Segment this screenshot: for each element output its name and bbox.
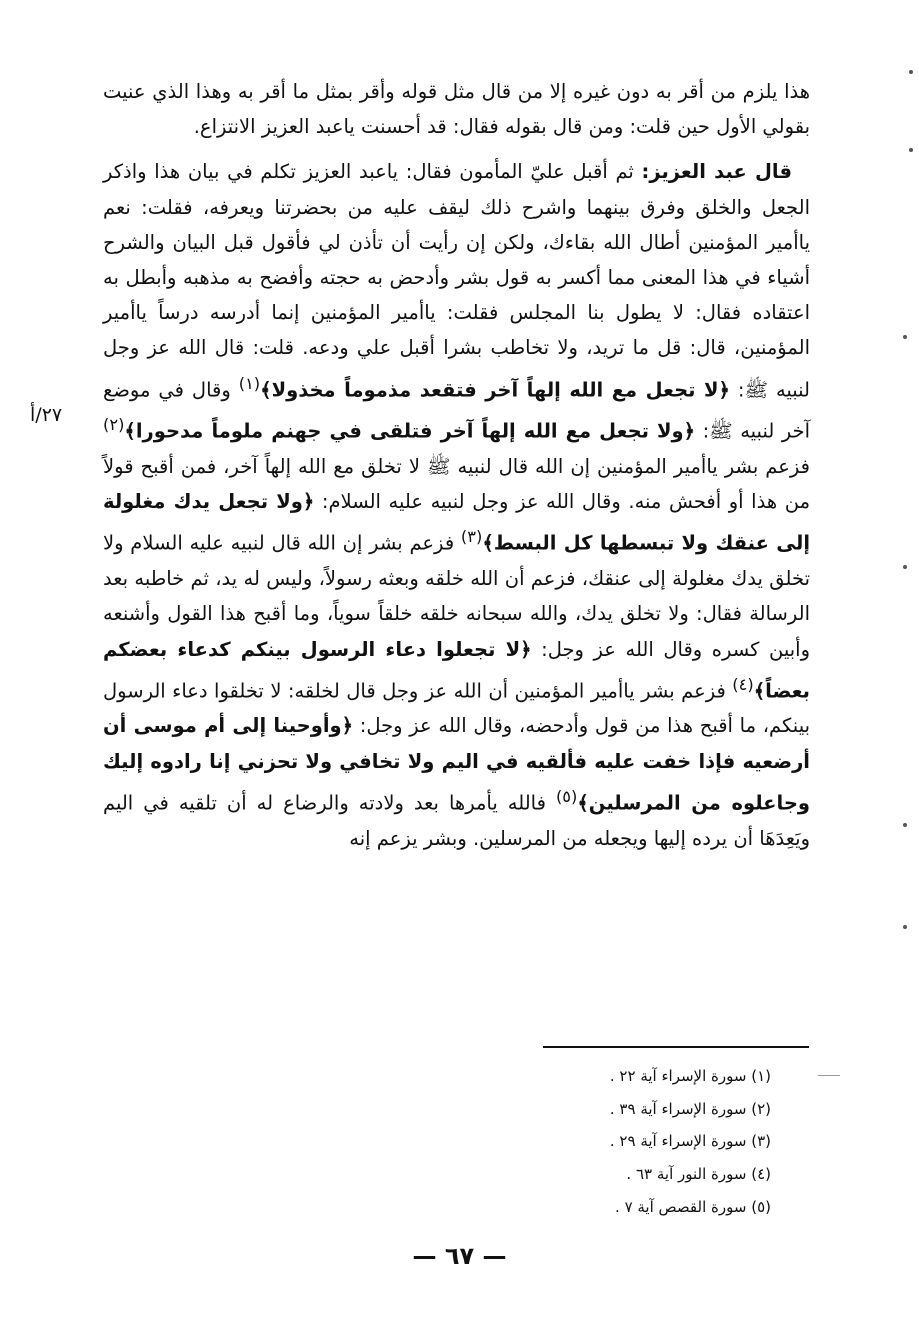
scan-speck [903, 565, 907, 569]
footnote-separator [543, 1046, 809, 1048]
text-segment: فالله يأمرها بعد ولادته والرضاع له أن تلقيه في اليم ويَعِدَهَا أن يرده إليها ويجعله من المرسلين. وبشر يزعم إنه [103, 791, 810, 850]
footnote-ref: (٣) [460, 527, 483, 547]
text-segment: فزعم بشر إن الله قال لنبيه عليه السلام ولا تخلق يدك مغلولة إلى عنقك، فزعم أن الله خلقه وبعثه رسولاً، وليس له يد، ثم خاطبه بعد الرسالة فقال: ولا تخلق يدك، والله سبحانه خلقه خلقاً سوياً، وما أقبح هذا القول وأشنعه وأبين كسره وقال الله عز وجل: [103, 531, 810, 661]
footnote-ref: (٢) [103, 415, 125, 435]
scan-speck [909, 148, 913, 152]
quran-quote: ﴿ولا تجعل يدك مغلولة إلى عنقك ولا تبسطها كل البسط﴾ [103, 490, 811, 555]
speaker-heading: قال عبد العزيز: [641, 160, 792, 184]
text-segment: ثم أقبل عليّ المأمون فقال: ياعبد العزيز تكلم في بيان هذا واذكر الجعل والخلق وفرق بينهما واشرح ذلك ليقف عليه من بحضرتنا ويعرفه، فقلت: نعم ياأمير المؤمنين أطال الله بقاءك، ولكن إن رأيت أن تأذن لي فأقول قبل البيان والشرح أشياء في هذا المعنى مما أكسر به قول بشر وأدحض به حجته وأفضح به مذهبه وأبطل به اعتقاده فقال: لا يطول بنا المجلس فقلت: ياأمير المؤمنين إنما أدرسه درساً ياأمير المؤمنين، قال: قل ما تريد، ولا تخاطب بشرا أقبل علي ودعه. قلت: قال الله عز وجل لنبيه ﷺ: [103, 160, 810, 402]
footnote-ref: (٥) [555, 786, 578, 806]
footnote-ref: (٤) [732, 674, 754, 694]
footnote-item: (٣) سورة الإسراء آية ٢٩ . [609, 1132, 771, 1151]
scan-speck [903, 823, 907, 827]
footnote-item: (٤) سورة النور آية ٦٣ . [626, 1165, 771, 1184]
scan-speck [903, 335, 907, 339]
main-text [103, 74, 810, 856]
paragraph-continuation: هذا يلزم من أقر به دون غيره إلا من قال مثل قوله وأقر بمثل ما أقر به وهذا الذي عنيت بقولي الأول حين قلت: ومن قال بقوله فقال: قد أحسنت ياعبد العزيز الانتزاع. [103, 80, 810, 139]
footnote-item: (٥) سورة القصص آية ٧ . [615, 1197, 771, 1216]
quran-quote: ﴿لا تجعل مع الله إلهاً آخر فتقعد مذموماً مخذولا﴾ [260, 378, 730, 402]
page-number: — ٦٧ — [412, 1242, 507, 1270]
scan-speck [903, 925, 907, 929]
footnote-item: (٢) سورة الإسراء آية ٣٩ . [609, 1099, 771, 1118]
text-segment: وقال في موضع آخر لنبيه ﷺ: [103, 378, 810, 443]
quran-quote: ﴿وأوحينا إلى أم موسى أن أرضعيه فإذا خفت عليه فألقيه في اليم ولا تخافي ولا تحزني إنا رادوه إليك وجاعلوه من المرسلين﴾ [103, 714, 810, 815]
footnotes [451, 1060, 771, 1224]
text-segment: فزعم بشر ياأمير المؤمنين إن الله قال لنبيه ﷺ لا تخلق مع الله إلهاً آخر، فمن أقبح قولاً من هذا أو أفحش منه. وقال الله عز وجل لنبيه عليه السلام: [103, 455, 811, 514]
text-segment: فزعم بشر ياأمير المؤمنين أن الله عز وجل قال لخلقه: لا تخلقوا دعاء الرسول بينكم، ما أقبح هذا من قول وأدحضه، وقال الله عز وجل: [103, 679, 811, 738]
scan-speck [909, 70, 913, 74]
paragraph-dialogue [103, 154, 810, 855]
footnote-ref: (١) [238, 373, 261, 393]
quran-quote: ﴿ولا تجعل مع الله إلهاً آخر فتلقى في جهنم ملوماً مدحورا﴾ [124, 419, 696, 443]
manuscript-folio-marker: ٢٧/أ [30, 404, 63, 426]
scan-speck [818, 1075, 840, 1076]
footnote-item: (١) سورة الإسراء آية ٢٢ . [609, 1067, 771, 1085]
quran-quote: ﴿لا تجعلوا دعاء الرسول بينكم كدعاء بعضكم بعضاً﴾ [103, 637, 810, 703]
